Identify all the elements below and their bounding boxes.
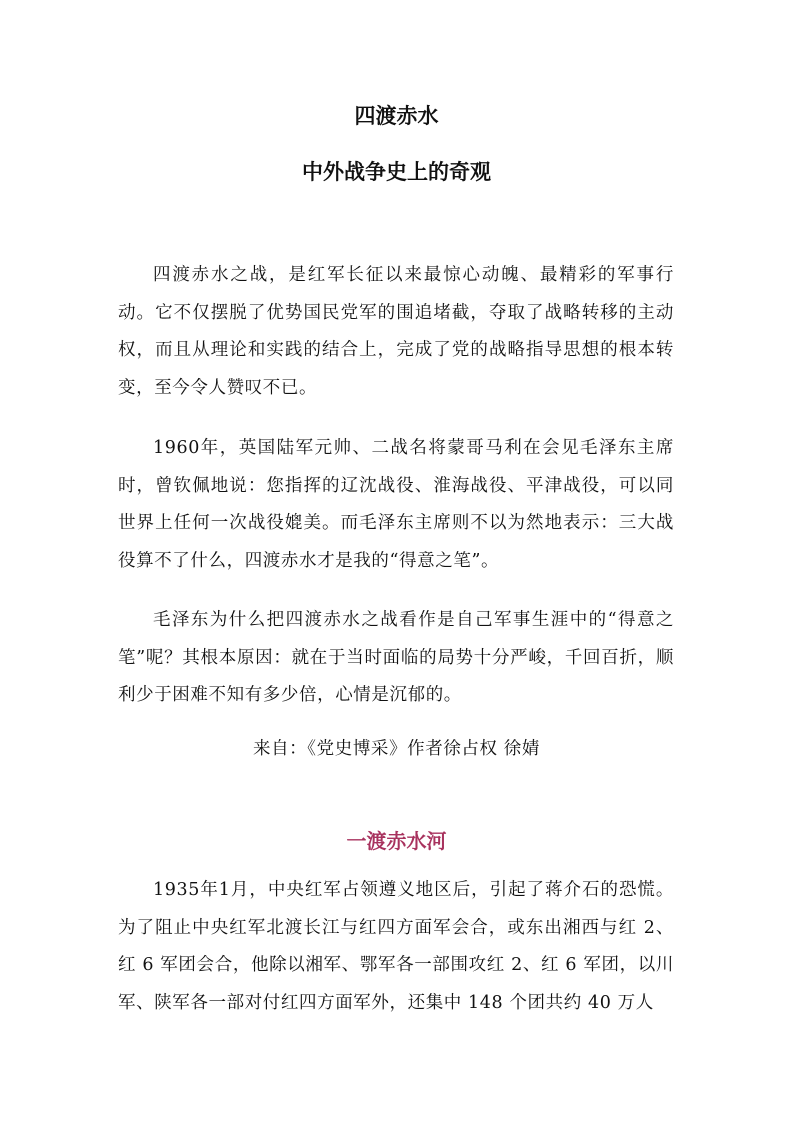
reason-paragraph: 毛泽东为什么把四渡赤水之战看作是自己军事生涯中的“得意之笔”呢？其根本原因：就在于当时面临的局势十分严峻，千回百折，顺利少于困难不知有多少倍，心情是沉郁的。 bbox=[118, 610, 674, 705]
intro-paragraph: 四渡赤水之战，是红军长征以来最惊心动魄、最精彩的军事行动。它不仅摆脱了优势国民党军的围追堵截，夺取了战略转移的主动权，而且从理论和实践的结合上，完成了党的战略指导思想的根本转变，至今令人赞叹不已。 bbox=[118, 265, 674, 398]
document-title: 四渡赤水 bbox=[354, 104, 439, 128]
first-crossing-paragraph: 1935年1月，中央红军占领遵义地区后，引起了蒋介石的恐慌。为了阻止中央红军北渡长江与红四方面军会合，或东出湘西与红 2、红 6 军团会合，他除以湘军、鄂军各一部围攻红 2、红 6 军团，以川军、陕军各一部对付红四方面军外，还集中 148 个团共约 40 万人 bbox=[118, 880, 674, 1013]
source-attribution: 来自：《党史博采》作者徐占权 徐婧 bbox=[252, 739, 540, 759]
montgomery-paragraph: 1960年，英国陆军元帅、二战名将蒙哥马利在会见毛泽东主席时，曾钦佩地说：您指挥的辽沈战役、淮海战役、平津战役，可以同世界上任何一次战役媲美。而毛泽东主席则不以为然地表示：三大战役算不了什么，四渡赤水才是我的“得意之笔”。 bbox=[118, 438, 674, 571]
section-heading-first-crossing: 一渡赤水河 bbox=[346, 829, 447, 853]
document-subtitle: 中外战争史上的奇观 bbox=[302, 160, 491, 184]
